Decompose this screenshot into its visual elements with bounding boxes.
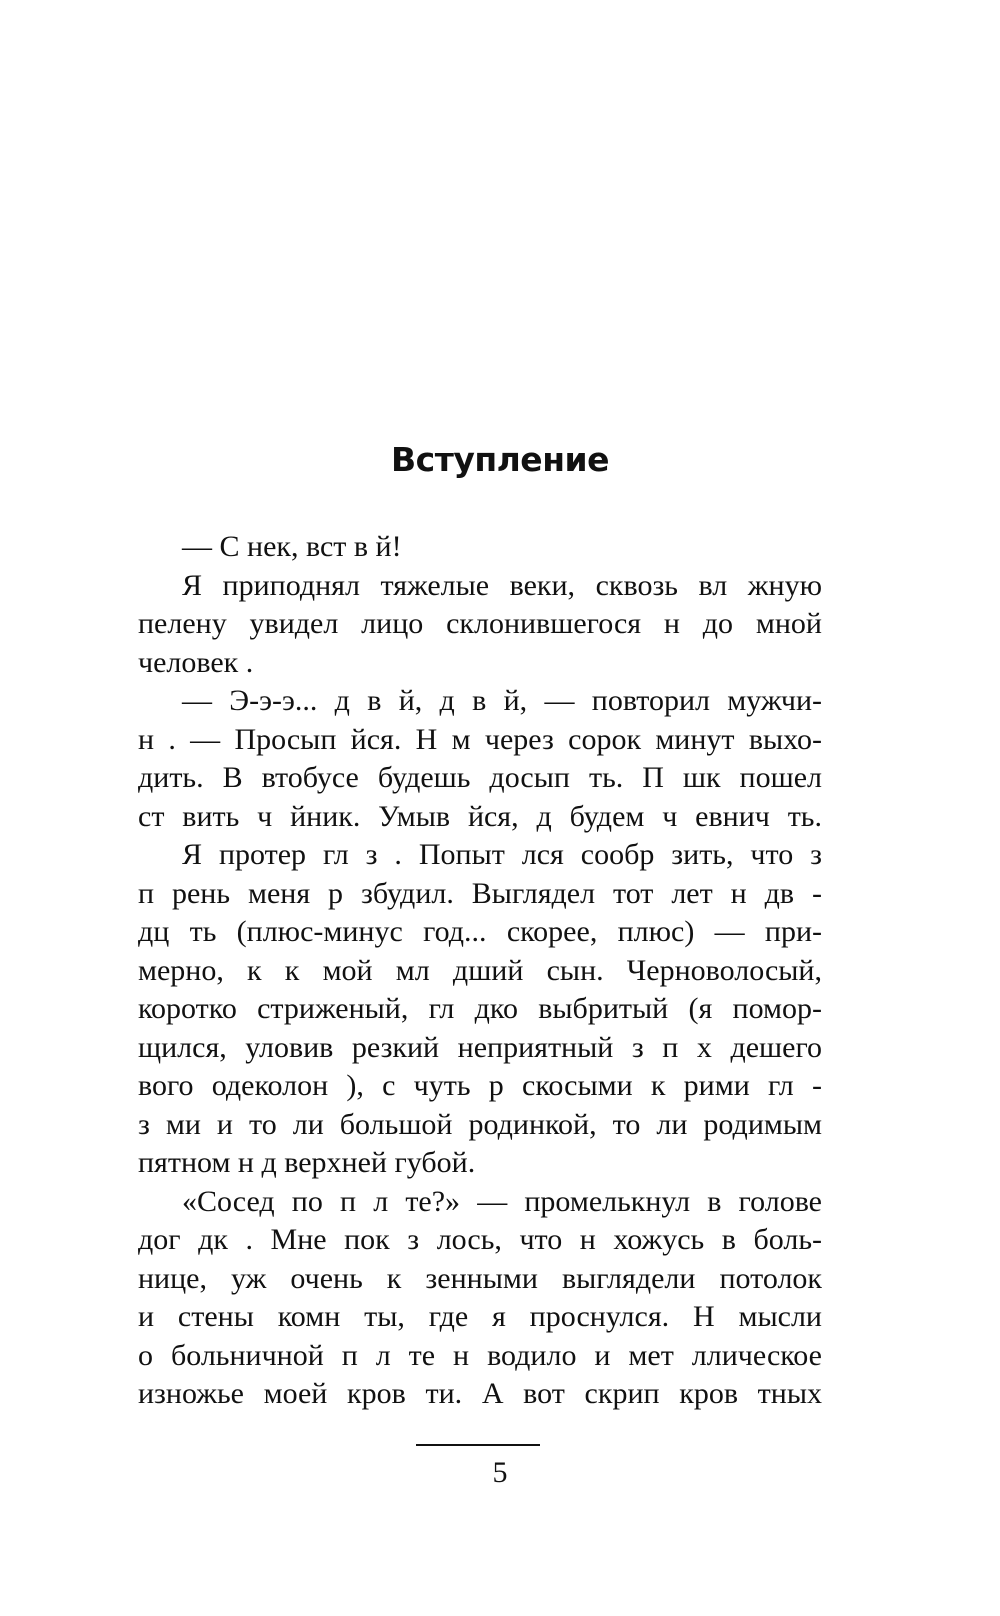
text-line: пятном н д верхней губой. [138,1146,476,1179]
text-line: вого одеколон ), с чуть р скосыми к рими гл - [138,1069,822,1102]
text-line: ст вить ч йник. Умыв йся, д будем ч евнич ть. [138,799,822,833]
text-line: дц ть (плюс-минус год... скорее, плюс) — при- [138,915,822,948]
text-line: Я протер гл з . Попыт лся сообр зить, что з [182,838,822,871]
text-line: п рень меня р збудил. Выглядел тот лет н дв - [138,876,822,910]
text-line: человек . [138,645,254,679]
chapter-title: Вступление [390,440,609,479]
text-line: нице, уж очень к зенными выглядели потолок [138,1261,822,1295]
text-line: изножье моей кров ти. А вот скрип кров тных [138,1377,822,1410]
body-text [138,528,822,1414]
text-line: дог дк . Мне пок з лось, что н хожусь в боль- [138,1223,822,1256]
text-line: мерно, к к мой мл дший сын. Черноволосый, [138,953,822,987]
text-line: о больничной п л те н водило и мет ллическое [138,1338,822,1372]
text-line: щился, уловив резкий неприятный з п х дешего [138,1030,822,1064]
text-line: коротко стриженый, гл дко выбритый (я помор- [138,992,822,1025]
text-line: и стены комн ты, где я проснулся. Н мысли [138,1300,822,1333]
text-line: пелену увидел лицо склонившегося н до мной [138,607,822,640]
page-number: 5 [492,1456,508,1489]
text-line: — С нек, вст в й! [182,530,402,563]
text-line: дить. В втобусе будешь досып ть. П шк пошел [138,761,822,794]
text-line: Я приподнял тяжелые веки, сквозь вл жную [182,568,822,602]
text-line: — Э-э-э... д в й, д в й, — повторил мужчи- [182,684,822,717]
footer-rule [416,1444,540,1446]
text-line: з ми и то ли большой родинкой, то ли родимым [138,1107,822,1141]
text-line: н . — Просып йся. Н м через сорок минут выхо- [138,722,822,756]
text-line: «Сосед по п л те?» — промелькнул в голове [182,1184,822,1218]
